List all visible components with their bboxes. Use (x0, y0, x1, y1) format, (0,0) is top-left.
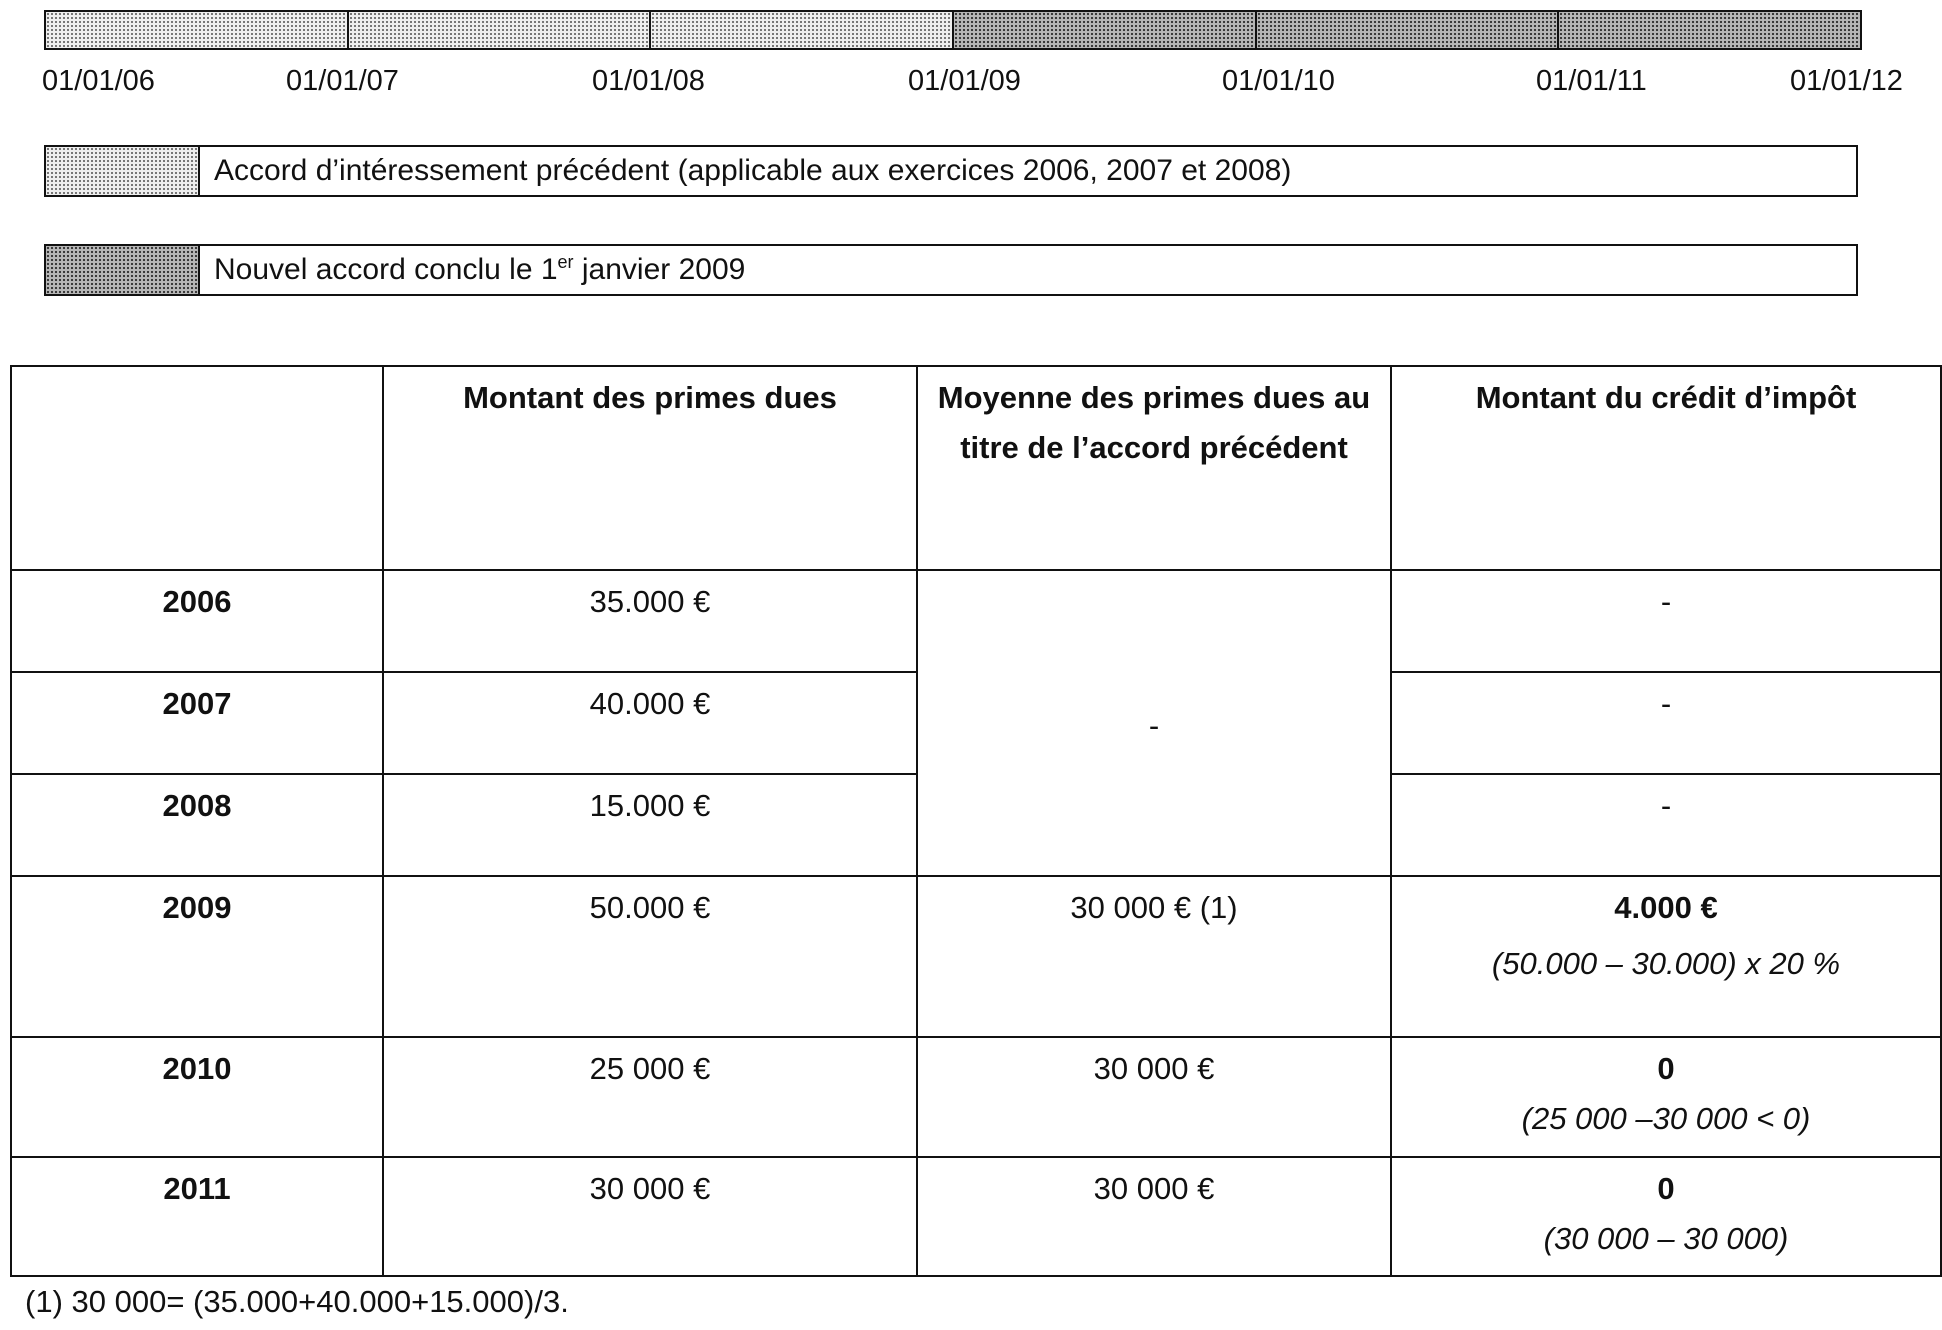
row-average: 30 000 € (917, 1157, 1391, 1276)
row-year: 2007 (11, 672, 383, 774)
timeline-segment-2008 (651, 12, 954, 48)
timeline-bar (44, 10, 1862, 50)
row-credit-cell (1391, 876, 1941, 1037)
row-year: 2009 (11, 876, 383, 1037)
legend-label-previous: Accord d’intéressement précédent (applicable aux exercices 2006, 2007 et 2008) (214, 154, 1292, 187)
row-credit-detail: (30 000 – 30 000) (1543, 1221, 1789, 1256)
timeline-tick-label: 01/01/09 (908, 65, 1021, 97)
table-footnote: (1) 30 000= (35.000+40.000+15.000)/3. (25, 1284, 569, 1319)
legend-swatch-light (46, 147, 200, 195)
row-premiums: 30 000 € (383, 1157, 917, 1276)
row-credit: 4.000 € (1614, 890, 1718, 925)
timeline-tick-label: 01/01/10 (1222, 65, 1335, 97)
header-credit: Montant du crédit d’impôt (1391, 366, 1941, 570)
row-premiums: 25 000 € (383, 1037, 917, 1157)
timeline-tick-label: 01/01/08 (592, 65, 705, 97)
legend-new-agreement (44, 244, 1858, 296)
table-row (11, 570, 1941, 672)
timeline-segment-2009 (954, 12, 1257, 48)
row-credit-detail: (25 000 –30 000 < 0) (1521, 1101, 1811, 1136)
header-premiums: Montant des primes dues (383, 366, 917, 570)
row-credit: - (1391, 774, 1941, 876)
row-year: 2008 (11, 774, 383, 876)
legend-label-new-superscript: er (557, 252, 574, 272)
row-premiums: 35.000 € (383, 570, 917, 672)
legend-swatch-dark (46, 246, 200, 294)
row-credit-cell (1391, 1037, 1941, 1157)
timeline-tick-label: 01/01/06 (42, 65, 155, 97)
row-average: 30 000 € (917, 1037, 1391, 1157)
timeline-segment-2006 (46, 12, 349, 48)
row-credit: - (1391, 570, 1941, 672)
table-row (11, 1037, 1941, 1157)
premiums-table (10, 365, 1942, 1277)
timeline-tick-label: 01/01/12 (1790, 65, 1903, 97)
row-average: 30 000 € (1) (917, 876, 1391, 1037)
row-premiums: 50.000 € (383, 876, 917, 1037)
legend-label-new-text: Nouvel accord conclu le 1 (214, 253, 558, 286)
table-row (11, 876, 1941, 1037)
row-year: 2006 (11, 570, 383, 672)
header-blank (11, 366, 383, 570)
table-header-row (11, 366, 1941, 570)
legend-label-new (200, 253, 745, 287)
row-year: 2011 (11, 1157, 383, 1276)
header-average: Moyenne des primes dues au titre de l’accord précédent (917, 366, 1391, 570)
row-average-merged: - (917, 570, 1391, 876)
row-premiums: 40.000 € (383, 672, 917, 774)
row-credit-cell (1391, 1157, 1941, 1276)
timeline-segment-2010 (1257, 12, 1560, 48)
row-credit: - (1391, 672, 1941, 774)
timeline-tick-label: 01/01/07 (286, 65, 399, 97)
row-credit: 0 (1657, 1171, 1675, 1206)
legend-label-new-text-end: janvier 2009 (573, 253, 746, 286)
timeline-segment-2007 (349, 12, 652, 48)
row-credit-detail: (50.000 – 30.000) x 20 % (1491, 946, 1841, 981)
row-credit: 0 (1657, 1051, 1675, 1086)
row-year: 2010 (11, 1037, 383, 1157)
legend-previous-agreement (44, 145, 1858, 197)
table-row (11, 1157, 1941, 1276)
row-premiums: 15.000 € (383, 774, 917, 876)
timeline-tick-label: 01/01/11 (1536, 65, 1647, 97)
timeline-segment-2011 (1559, 12, 1860, 48)
